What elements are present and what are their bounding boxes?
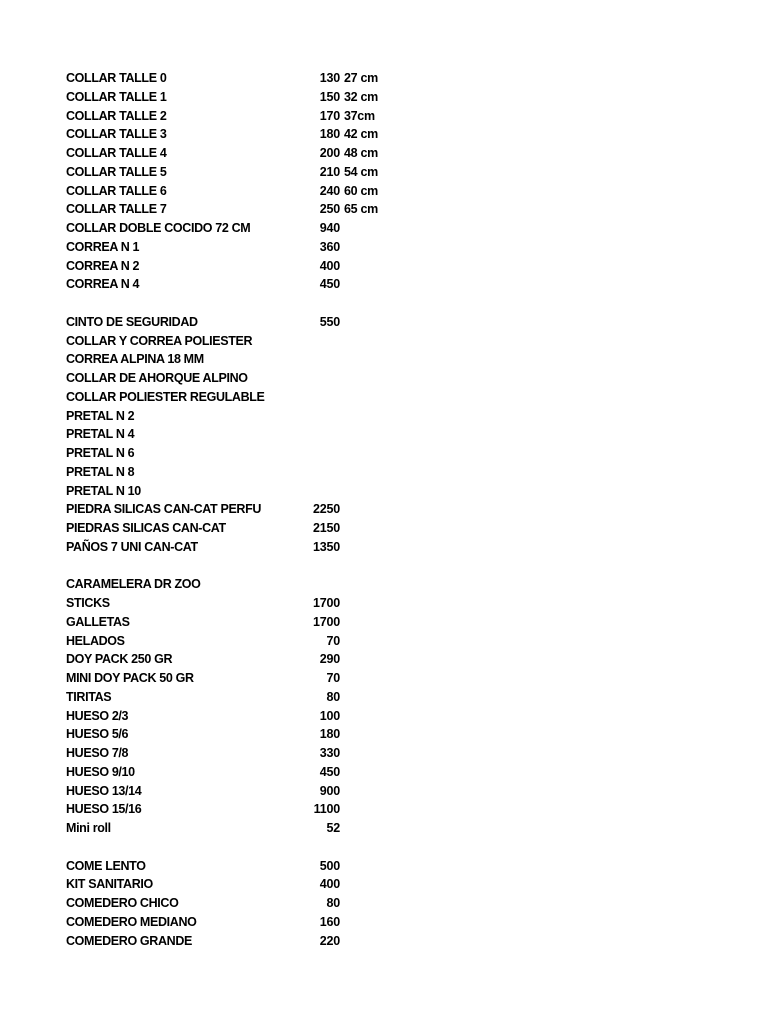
item-name: COME LENTO [66, 858, 146, 873]
list-item [0, 163, 768, 182]
list-item [0, 369, 768, 388]
item-price: 400 [319, 877, 340, 892]
item-price: 1350 [312, 539, 340, 554]
price-list [0, 69, 768, 950]
list-item [0, 463, 768, 482]
item-price: 250 [319, 202, 340, 217]
item-price: 160 [319, 914, 340, 929]
list-item [0, 125, 768, 144]
item-name: DOY PACK 250 GR [66, 652, 173, 667]
list-item [0, 594, 768, 613]
list-item [0, 800, 768, 819]
item-price: 1700 [312, 614, 340, 629]
list-item [0, 425, 768, 444]
item-name: Mini roll [66, 821, 111, 835]
item-price: 940 [319, 221, 340, 235]
list-item [0, 332, 768, 351]
item-price: 70 [326, 671, 340, 685]
item-name: COLLAR TALLE 2 [66, 108, 167, 123]
item-name: COMEDERO GRANDE [66, 933, 193, 948]
list-item [0, 350, 768, 369]
list-item [0, 257, 768, 276]
item-price: 1100 [313, 802, 340, 817]
list-item [0, 200, 768, 219]
list-item [0, 69, 768, 88]
item-name: CORREA ALPINA 18 MM [66, 352, 204, 367]
list-item [0, 688, 768, 707]
item-name: PRETAL N 4 [66, 427, 135, 442]
item-name: HUESO 9/10 [66, 764, 135, 779]
list-item [0, 650, 768, 669]
item-name: HELADOS [66, 633, 125, 648]
item-price: 52 [326, 821, 340, 835]
item-price: 240 [319, 183, 340, 198]
list-item [0, 500, 768, 519]
blank-row [0, 557, 768, 576]
item-name: TIRITAS [66, 689, 112, 704]
list-item [0, 669, 768, 688]
item-name: COLLAR POLIESTER REGULABLE [66, 389, 265, 404]
item-name: CINTO DE SEGURIDAD [66, 314, 198, 329]
item-price: 220 [319, 933, 340, 948]
list-item [0, 819, 768, 838]
item-name: HUESO 7/8 [66, 746, 129, 760]
list-item [0, 519, 768, 538]
list-item [0, 144, 768, 163]
item-price: 180 [319, 727, 340, 742]
item-price: 450 [319, 277, 340, 292]
item-name: PIEDRAS SILICAS CAN-CAT [66, 521, 226, 535]
item-price: 180 [319, 127, 340, 142]
item-name: COLLAR Y CORREA POLIESTER [66, 333, 253, 348]
list-item [0, 107, 768, 126]
list-item [0, 744, 768, 763]
item-size: 65 cm [344, 202, 378, 217]
item-name: CORREA N 4 [66, 277, 140, 292]
item-name: HUESO 15/16 [66, 802, 142, 817]
item-name: COLLAR TALLE 0 [66, 71, 167, 85]
list-item [0, 538, 768, 557]
item-name: STICKS [66, 596, 110, 610]
list-item [0, 857, 768, 876]
list-item [0, 275, 768, 294]
item-name: COMEDERO MEDIANO [66, 914, 197, 929]
item-name: KIT SANITARIO [66, 877, 153, 892]
list-item [0, 913, 768, 932]
item-name: COLLAR TALLE 6 [66, 183, 167, 198]
item-name: PAÑOS 7 UNI CAN-CAT [66, 539, 198, 554]
list-item [0, 875, 768, 894]
item-price: 100 [319, 708, 340, 723]
list-item [0, 482, 768, 501]
item-name: PRETAL N 10 [66, 483, 141, 498]
item-name: MINI DOY PACK 50 GR [66, 671, 194, 685]
blank-row [0, 838, 768, 857]
item-name: GALLETAS [66, 614, 130, 629]
item-price: 400 [319, 258, 340, 273]
list-item [0, 894, 768, 913]
item-price: 130 [319, 71, 340, 85]
list-item [0, 182, 768, 201]
list-item [0, 782, 768, 801]
list-item [0, 88, 768, 107]
item-size: 48 cm [344, 146, 378, 160]
item-price: 500 [319, 858, 340, 873]
item-name: CARAMELERA DR ZOO [66, 577, 201, 592]
item-name: PIEDRA SILICAS CAN-CAT PERFU [66, 502, 262, 517]
item-price: 900 [319, 783, 340, 798]
list-item [0, 444, 768, 463]
list-item [0, 613, 768, 632]
list-item [0, 707, 768, 726]
item-name: COLLAR TALLE 7 [66, 202, 167, 217]
list-item [0, 388, 768, 407]
item-name: COLLAR TALLE 4 [66, 146, 167, 160]
item-price: 330 [319, 746, 340, 760]
item-name: PRETAL N 6 [66, 446, 135, 460]
list-item [0, 313, 768, 332]
item-price: 1700 [312, 596, 340, 610]
item-name: COLLAR TALLE 1 [66, 89, 167, 104]
item-name: HUESO 5/6 [66, 727, 129, 742]
item-price: 2150 [312, 521, 340, 535]
item-price: 150 [319, 89, 340, 104]
item-price: 70 [326, 633, 340, 648]
item-price: 80 [326, 689, 340, 704]
item-price: 450 [319, 764, 340, 779]
item-size: 27 cm [344, 71, 378, 85]
item-name: COLLAR DOBLE COCIDO 72 CM [66, 221, 251, 235]
list-item [0, 575, 768, 594]
item-name: HUESO 2/3 [66, 708, 129, 723]
list-item [0, 725, 768, 744]
item-name: CORREA N 1 [66, 239, 140, 254]
item-price: 80 [326, 896, 340, 910]
item-name: PRETAL N 2 [66, 408, 135, 423]
blank-row [0, 294, 768, 313]
item-price: 210 [319, 164, 340, 179]
list-item [0, 632, 768, 651]
list-item [0, 238, 768, 257]
item-price: 360 [319, 239, 340, 254]
item-size: 54 cm [344, 164, 378, 179]
list-item [0, 932, 768, 951]
list-item [0, 407, 768, 426]
item-size: 37cm [344, 108, 375, 123]
item-size: 60 cm [344, 183, 378, 198]
item-name: COLLAR TALLE 3 [66, 127, 167, 142]
item-name: CORREA N 2 [66, 258, 140, 273]
list-item [0, 763, 768, 782]
item-price: 2250 [312, 502, 340, 517]
item-price: 290 [319, 652, 340, 667]
item-name: COLLAR DE AHORQUE ALPINO [66, 371, 248, 385]
item-name: HUESO 13/14 [66, 783, 142, 798]
item-price: 170 [319, 108, 340, 123]
item-name: COMEDERO CHICO [66, 896, 179, 910]
item-price: 200 [319, 146, 340, 160]
item-name: PRETAL N 8 [66, 464, 135, 479]
item-price: 550 [319, 314, 340, 329]
list-item [0, 219, 768, 238]
item-name: COLLAR TALLE 5 [66, 164, 167, 179]
item-size: 42 cm [344, 127, 378, 142]
item-size: 32 cm [344, 89, 378, 104]
